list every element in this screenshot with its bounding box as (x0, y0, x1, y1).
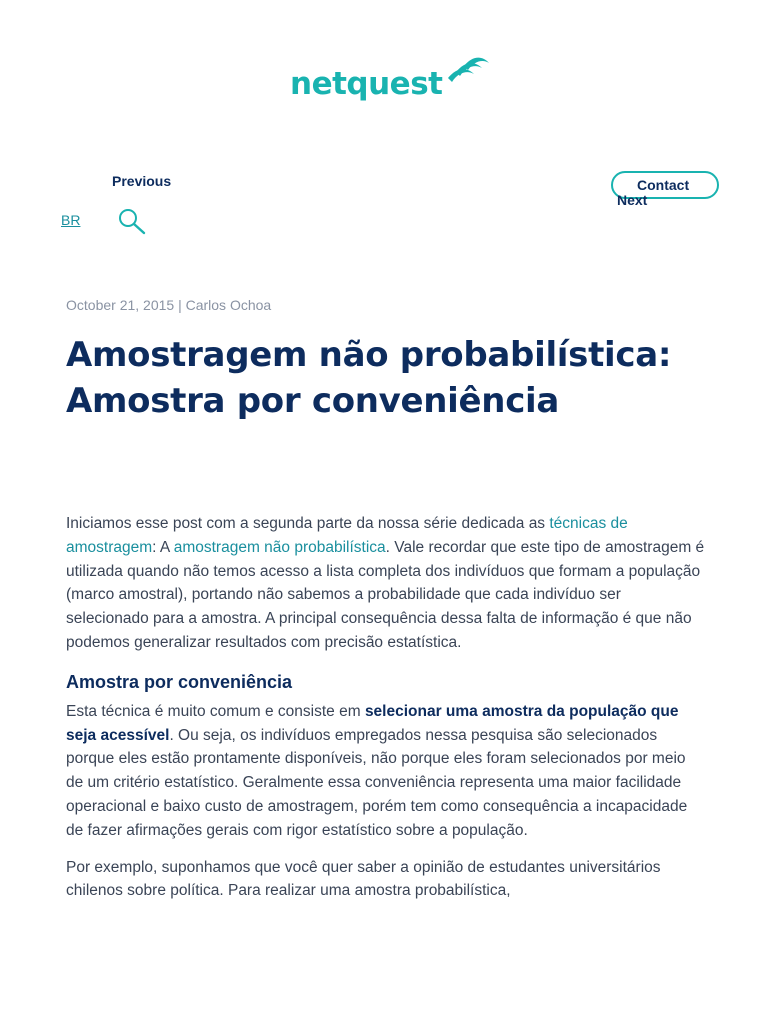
intro-text-3: . Vale recordar que este tipo de amostragem é utilizada quando não temos acesso a lista completa dos indivíduos que formam a população (marco amostral), portando não sabemos a probabilidade que cada indivíduo ser selecionado para a amostra. A principal consequência dessa falta de informação é que não podemos generalizar resultados com precisão estatística. (66, 538, 705, 651)
non-probabilistic-sampling-link[interactable]: amostragem não probabilística (173, 538, 386, 556)
sampling-techniques-link[interactable]: técnicas de amostragem (66, 515, 628, 556)
article-body (66, 512, 706, 916)
convenience-paragraph (66, 700, 706, 843)
contact-button-label[interactable]: Contact (637, 177, 690, 193)
logo-wave-icon (444, 56, 490, 92)
previous-link[interactable]: Previous (112, 173, 172, 189)
convenience-bold-text: selecionar uma amostra da população que seja acessível (66, 702, 679, 744)
netquest-logo[interactable] (290, 56, 490, 102)
language-switch-link[interactable]: BR (61, 212, 81, 228)
search-icon[interactable] (117, 207, 147, 235)
article-title: Amostragem não probabilística: Amostra por conveniência (66, 335, 672, 421)
intro-text-1: Iniciamos esse post com a segunda parte da nossa série dedicada as (66, 515, 550, 532)
convenience-text-2: . Ou seja, os indivíduos empregados nessa pesquisa são selecionados porque eles estão prontamente disponíveis, não porque eles foram selecionados por meio de um critério estatístico. Geralmente essa conveniência representa uma maior facilidade operacional e baixo custo de amostragem, porém tem como consequência a incapacidade de fazer afirmações gerais com rigor estatístico sobre a população. (66, 726, 688, 839)
section-heading: Amostra por conveniência (66, 671, 293, 692)
convenience-text-1: Esta técnica é muito comum e consiste em (66, 702, 365, 720)
intro-paragraph (66, 512, 706, 655)
next-link[interactable]: Next (617, 192, 648, 208)
intro-text-2: : A (152, 538, 174, 556)
example-paragraph: Por exemplo, suponhamos que você quer saber a opinião de estudantes universitários chilenos sobre política. Para realizar uma amostra probabilística, (66, 858, 661, 900)
logo-wordmark: netquest (290, 66, 443, 102)
article-meta: October 21, 2015 | Carlos Ochoa (66, 297, 272, 313)
